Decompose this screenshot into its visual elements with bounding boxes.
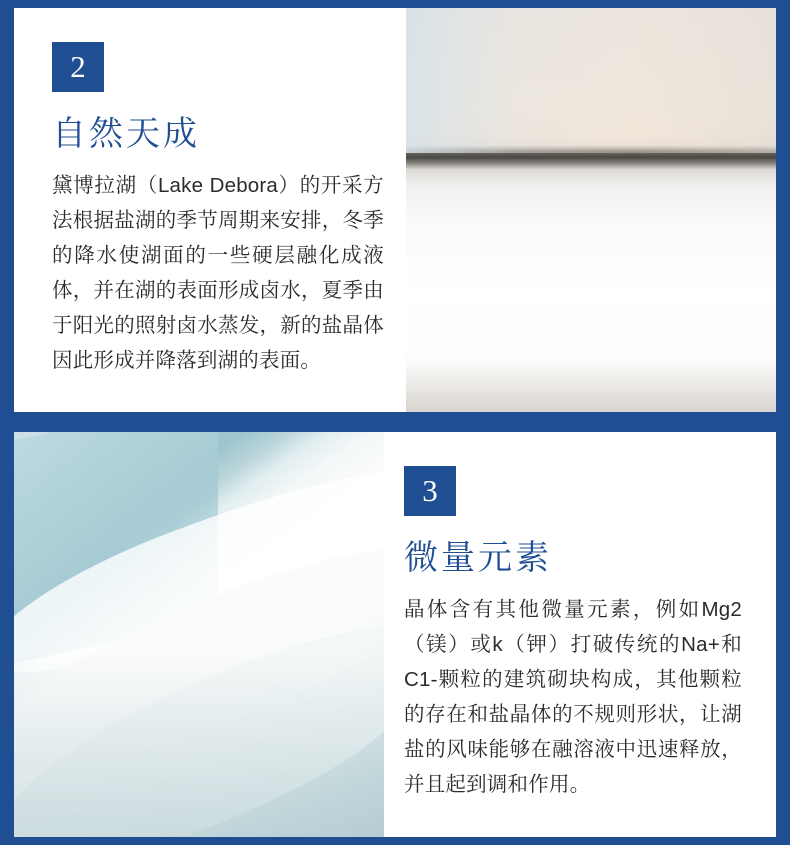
section-3-image bbox=[14, 432, 384, 837]
section-3-heading: 微量元素 bbox=[404, 539, 552, 577]
section-2-text-column bbox=[14, 8, 406, 412]
section-3-number-badge: 3 bbox=[404, 466, 456, 516]
section-2-body: 黛博拉湖（Lake Debora）的开采方法根据盐湖的季节周期来安排，冬季的降水使湖面的一些硬层融化成液体，并在湖的表面形成卤水，夏季由于阳光的照射卤水蒸发，新的盐晶体因此形成并降落到湖的表面。 bbox=[52, 174, 384, 372]
section-card-3 bbox=[14, 432, 776, 837]
section-3-text-column bbox=[384, 432, 776, 837]
section-card-2 bbox=[14, 8, 776, 412]
section-3-body: 晶体含有其他微量元素，例如Mg2（镁）或k（钾）打破传统的Na+和C1-颗粒的建筑砌块构成，其他颗粒的存在和盐晶体的不规则形状，让湖盐的风味能够在融溶液中迅速释放，并且起到调和作用。 bbox=[404, 598, 742, 796]
section-2-image bbox=[406, 8, 776, 412]
section-2-heading: 自然天成 bbox=[52, 115, 200, 153]
section-2-number-badge: 2 bbox=[52, 42, 104, 92]
image-shadow-overlay bbox=[14, 655, 384, 837]
